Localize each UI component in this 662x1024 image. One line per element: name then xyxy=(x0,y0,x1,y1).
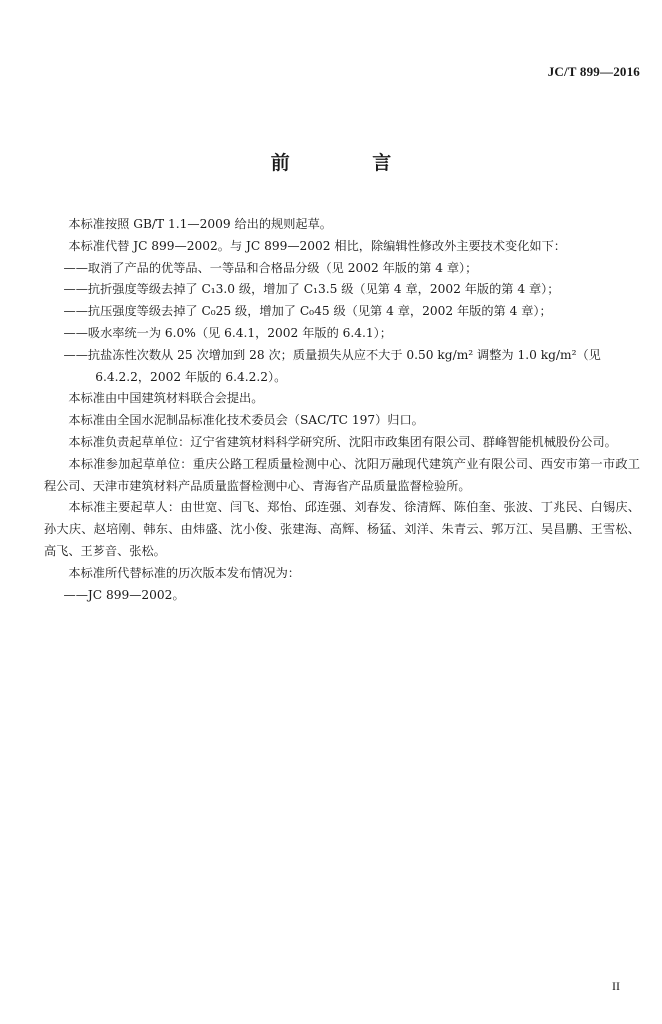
change-item: ——取消了产品的优等品、一等品和合格品分级（见 2002 年版的第 4 章）； xyxy=(63,260,478,275)
paragraph-replacement: 本标准代替 JC 899—2002。与 JC 899—2002 相比，除编辑性修改外主要技术变化如下： xyxy=(68,238,566,253)
foreword-body xyxy=(44,214,640,606)
paragraph-history: 本标准所代替标准的历次版本发布情况为： xyxy=(68,565,300,580)
page-number: II xyxy=(612,979,620,993)
paragraph-responsible-units: 本标准负责起草单位：辽宁省建筑材料科学研究所、沈阳市政集团有限公司、群峰智能机械股份公司。 xyxy=(68,434,617,449)
standard-code: JC/T 899—2016 xyxy=(547,64,640,79)
history-item: ——JC 899—2002。 xyxy=(63,587,185,602)
change-item: ——抗折强度等级去掉了 C₁3.0 级，增加了 C₁3.5 级（见第 4 章，2002 年版的第 4 章）； xyxy=(63,282,560,297)
change-item: ——抗压强度等级去掉了 C₀25 级，增加了 C₀45 级（见第 4 章，2002 年版的第 4 章）； xyxy=(63,304,552,319)
change-item: ——吸水率统一为 6.0%（见 6.4.1，2002 年版的 6.4.1）； xyxy=(63,325,392,340)
paragraph-proposer: 本标准由中国建筑材料联合会提出。 xyxy=(68,391,264,406)
change-item: ——抗盐冻性次数从 25 次增加到 28 次；质量损失从应不大于 0.50 kg/m² 调整为 1.0 kg/m²（见 6.4.2.2，2002 年版的 6.4.2.2）。 xyxy=(63,347,601,384)
paragraph-drafting-rules: 本标准按照 GB/T 1.1—2009 给出的规则起草。 xyxy=(68,217,332,231)
paragraph-committee: 本标准由全国水泥制品标准化技术委员会（SAC/TC 197）归口。 xyxy=(68,413,424,428)
paragraph-participating-units: 本标准参加起草单位：重庆公路工程质量检测中心、沈阳万融现代建筑产业有限公司、西安市第一市政工程公司、天津市建筑材料产品质量监督检测中心、青海省产品质量监督检验所。 xyxy=(44,456,640,493)
paragraph-drafters: 本标准主要起草人：由世宽、闫飞、郑怡、邱连强、刘春发、徐清辉、陈伯奎、张波、丁兆民、白锡庆、孙大庆、赵培刚、韩东、由炜盛、沈小俊、张建海、高辉、杨猛、刘洋、朱青云、郭万江、吴昌鹏、王雪松、高飞、王芗音、张松。 xyxy=(44,500,640,558)
page-title: 前 言 xyxy=(270,152,430,174)
